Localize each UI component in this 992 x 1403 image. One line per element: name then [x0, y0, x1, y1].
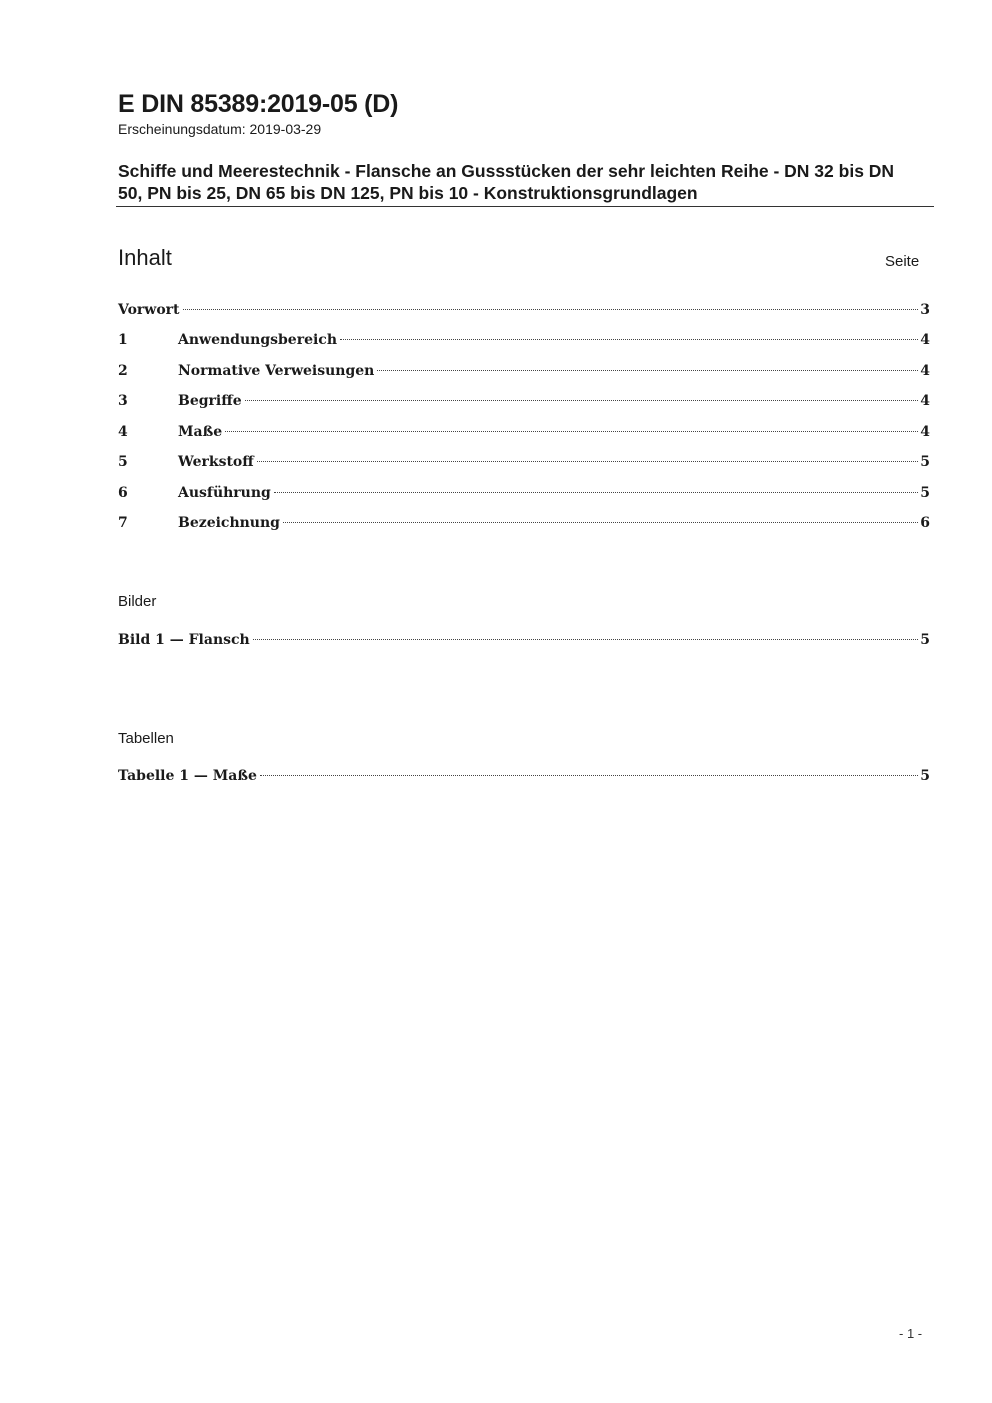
- toc-leader-dots: [225, 430, 918, 432]
- toc-entry-text: Bezeichnung: [178, 515, 280, 531]
- toc-leader-dots: [260, 774, 918, 776]
- toc-leader-dots: [253, 638, 919, 640]
- toc-heading: Inhalt: [118, 245, 172, 270]
- table-entry-text: Tabelle 1 — Maße: [118, 768, 257, 784]
- toc-leader-dots: [283, 521, 918, 523]
- toc-entry-anwendungsbereich[interactable]: [118, 332, 930, 352]
- toc-entry-page: 4: [920, 363, 930, 379]
- toc-entry-number: 6: [118, 485, 128, 501]
- toc-leader-dots: [257, 460, 919, 462]
- toc-entry-text: Maße: [178, 424, 223, 440]
- toc-entry-text: Werkstoff: [178, 454, 254, 470]
- toc-entry-number: 2: [118, 363, 128, 379]
- toc-entry-text: Ausführung: [178, 485, 271, 501]
- toc-entry-ausfuehrung[interactable]: [118, 485, 930, 505]
- toc-entry-page: 6: [920, 515, 930, 531]
- toc-entry-page: 5: [920, 485, 930, 501]
- toc-entry-page: 4: [920, 393, 930, 409]
- toc-entry-normative-verweisungen[interactable]: [118, 363, 930, 383]
- table-entry-tabelle-1[interactable]: [118, 768, 930, 788]
- toc-leader-dots: [377, 369, 918, 371]
- toc-entry-text: Begriffe: [178, 393, 242, 409]
- publication-date: Erscheinungsdatum: 2019-03-29: [118, 121, 322, 137]
- toc-entry-number: 1: [118, 332, 128, 348]
- doc-id: E DIN 85389:2019-05 (D): [118, 90, 399, 118]
- toc-entry-page: 4: [920, 332, 930, 348]
- figure-entry-text: Bild 1 — Flansch: [118, 632, 250, 648]
- toc-entry-text: Anwendungsbereich: [178, 332, 337, 348]
- toc-entry-vorwort[interactable]: [118, 302, 930, 322]
- toc-entry-text: Normative Verweisungen: [178, 363, 375, 379]
- table-entry-page: 5: [920, 768, 930, 784]
- toc-leader-dots: [340, 338, 918, 340]
- toc-entry-masse[interactable]: [118, 424, 930, 444]
- toc-entry-number: 4: [118, 424, 128, 440]
- toc-entry-text: Vorwort: [118, 302, 180, 318]
- toc-entry-page: 4: [920, 424, 930, 440]
- toc-entry-werkstoff[interactable]: [118, 454, 930, 474]
- toc-entry-number: 7: [118, 515, 128, 531]
- toc-entry-page: 5: [920, 454, 930, 470]
- doc-title: Schiffe und Meerestechnik - Flansche an Gussstücken der sehr leichten Reihe - DN 32 bis DN 50, PN bis 25, DN 65 bis DN 125, PN bis 10 - Konstruktionsgrundlagen: [118, 161, 895, 203]
- page-column-label: Seite: [885, 253, 920, 270]
- toc-leader-dots: [245, 399, 919, 401]
- toc-entry-page: 3: [920, 302, 930, 318]
- page-number: - 1 -: [899, 1326, 923, 1341]
- tables-heading: Tabellen: [118, 730, 174, 747]
- toc-entry-number: 3: [118, 393, 128, 409]
- figures-heading: Bilder: [118, 593, 157, 610]
- toc-entry-begriffe[interactable]: [118, 393, 930, 413]
- title-rule: [116, 206, 934, 207]
- toc-entry-bezeichnung[interactable]: [118, 515, 930, 535]
- figure-entry-bild-1[interactable]: [118, 632, 930, 652]
- toc-leader-dots: [183, 308, 919, 310]
- toc-entry-number: 5: [118, 454, 128, 470]
- toc-leader-dots: [274, 491, 918, 493]
- figure-entry-page: 5: [920, 632, 930, 648]
